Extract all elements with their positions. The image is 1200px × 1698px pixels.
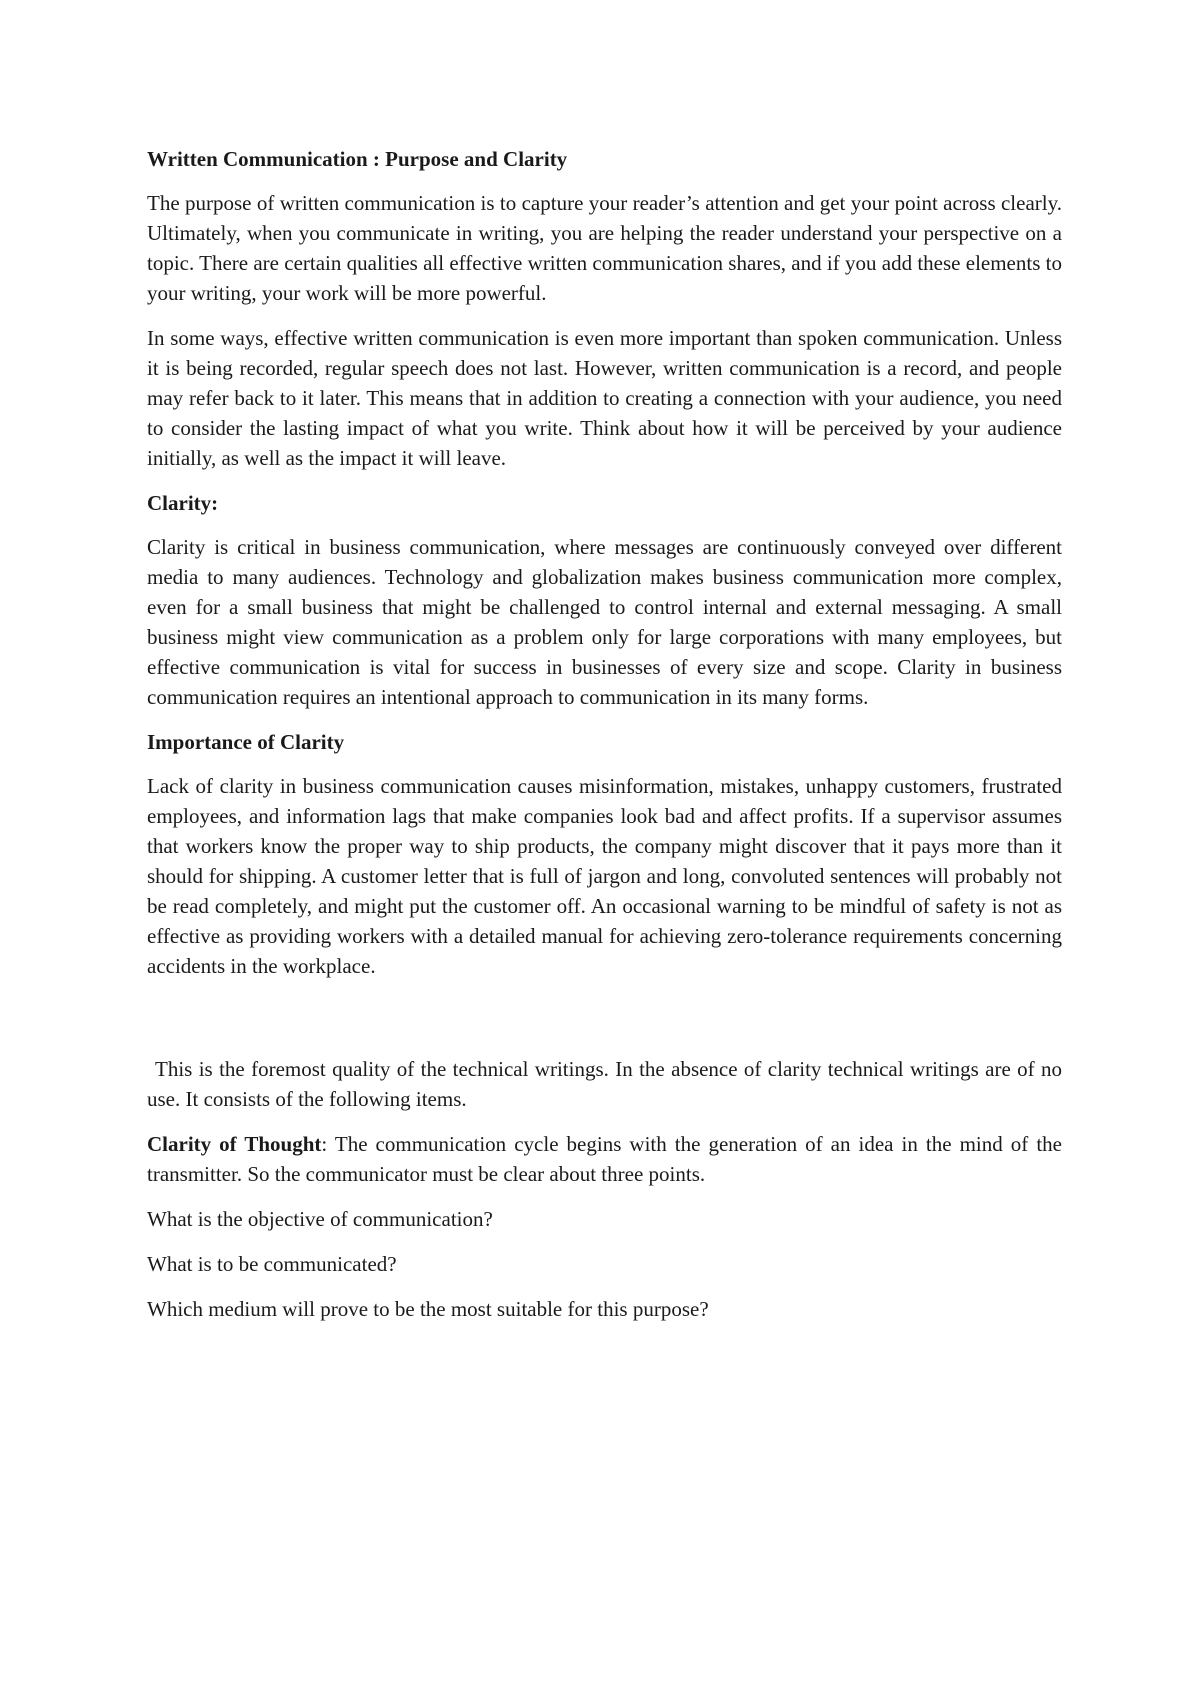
clarity-of-thought-label: Clarity of Thought	[147, 1132, 322, 1156]
clarity-heading: Clarity:	[147, 491, 219, 515]
blank-line-spacer	[147, 996, 1062, 1054]
clarity-of-thought-paragraph	[147, 1129, 1062, 1189]
question-1: What is the objective of communication?	[147, 1207, 493, 1231]
intro-paragraph-1: The purpose of written communication is to capture your reader’s attention and get your point across clearly. Ultimately, when you communicate in writing, you are helping the reader understand your perspective on a topic. There are certain qualities all effective written communication shares, and if you add these elements to your writing, your work will be more powerful.	[147, 191, 1062, 305]
question-2: What is to be communicated?	[147, 1252, 397, 1276]
importance-paragraph: Lack of clarity in business communication causes misinformation, mistakes, unhappy customers, frustrated employees, and information lags that make companies look bad and affect profits. If a supervisor assumes that workers know the proper way to ship products, the company might discover that it pays more than it should for shipping. A customer letter that is full of jargon and long, convoluted sentences will probably not be read completely, and might put the customer off. An occasional warning to be mindful of safety is not as effective as providing workers with a detailed manual for achieving zero-tolerance requirements concerning accidents in the workplace.	[147, 774, 1062, 978]
document-title: Written Communication : Purpose and Clarity	[147, 147, 568, 171]
document-body	[147, 144, 1062, 1339]
foremost-paragraph: This is the foremost quality of the technical writings. In the absence of clarity technical writings are of no use. It consists of the following items.	[147, 1057, 1062, 1111]
clarity-of-thought-text: : The communication cycle begins with the generation of an idea in the mind of the transmitter. So the communicator must be clear about three points.	[147, 1132, 1062, 1186]
question-3: Which medium will prove to be the most suitable for this purpose?	[147, 1297, 709, 1321]
intro-paragraph-2: In some ways, effective written communication is even more important than spoken communication. Unless it is being recorded, regular speech does not last. However, written communication is a record, and people may refer back to it later. This means that in addition to creating a connection with your audience, you need to consider the lasting impact of what you write. Think about how it will be perceived by your audience initially, as well as the impact it will leave.	[147, 326, 1062, 470]
importance-heading: Importance of Clarity	[147, 730, 345, 754]
clarity-paragraph: Clarity is critical in business communication, where messages are continuously conveyed over different media to many audiences. Technology and globalization makes business communication more complex, even for a small business that might be challenged to control internal and external messaging. A small business might view communication as a problem only for large corporations with many employees, but effective communication is vital for success in businesses of every size and scope. Clarity in business communication requires an intentional approach to communication in its many forms.	[147, 535, 1062, 709]
